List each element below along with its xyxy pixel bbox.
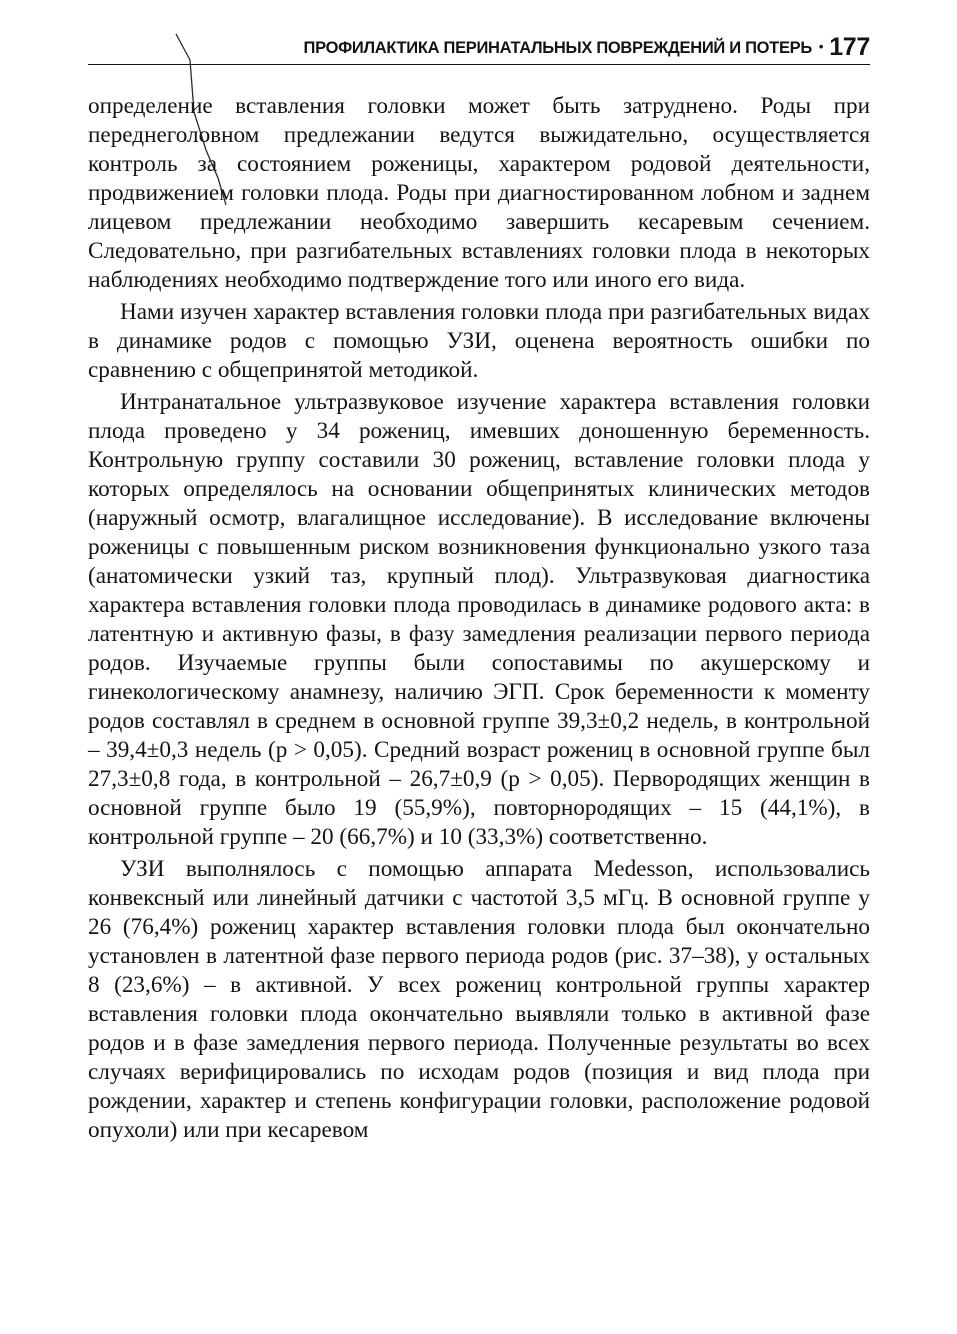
paragraph-4: УЗИ выполнялось с помощью аппарата Medesson, использовались конвексный или линейный датчики с частотой 3,5 мГц. В основной группе у 26 (76,4%) рожениц характер вставления головки плода был окончательно установлен в латентной фазе первого периода родов (рис. 37–38), у остальных 8 (23,6%) – в активной. У всех рожениц контрольной группы характер вставления головки плода окончательно выявляли только в активной фазе родов и в фазе замедления первого периода. Полученные результаты во всех случаях верифицировались по исходам родов (позиция и вид плода при рождении, характер и степень конфигурации головки, расположение родовой опухоли) или при кесаревом [88, 856, 870, 1143]
paragraph-3: Интранатальное ультразвуковое изучение характера вставления головки плода проведено у 34 рожениц, имевших доношенную беременность. Контрольную группу составили 30 рожениц, вставление головки плода у которых определялось на основании общепринятых клинических методов (наружный осмотр, влагалищное исследование). В исследование включены роженицы с повышенным риском возникновения функционально узкого таза (анатомически узкий таз, крупный плод). Ультразвуковая диагностика характера вставления головки плода проводилась в динамике родового акта: в латентную и активную фазы, в фазу замедления реализации первого периода родов. Изучаемые группы были сопоставимы по акушерскому и гинекологическому анамнезу, наличию ЭГП. Срок беременности к моменту родов составлял в среднем в основной группе 39,3±0,2 недель, в контрольной – 39,4±0,3 недель (p > 0,05). Средний возраст рожениц в основной группе был 27,3±0,8 года, в контрольной – 26,7±0,9 (p > 0,05). Первородящих женщин в основной группе было 19 (55,9%), повторнородящих – 15 (44,1%), в контрольной группе – 20 (66,7%) и 10 (33,3%) соответственно. [88, 389, 870, 850]
running-title: ПРОФИЛАКТИКА ПЕРИНАТАЛЬНЫХ ПОВРЕЖДЕНИЙ И ПОТЕРЬ [303, 39, 812, 57]
main-text [88, 92, 870, 1148]
running-header [88, 30, 870, 64]
paragraph-2: Нами изучен характер вставления головки плода при разгибательных видах в динамике родов с помощью УЗИ, оценена вероятность ошибки по сравнению с общепринятой методикой. [88, 299, 870, 383]
paragraph-1: определение вставления головки может быть затруднено. Роды при переднеголовном предлежании ведутся выжидательно, осуществляется контроль за состоянием роженицы, характером родовой деятельности, продвижением головки плода. Роды при диагностированном лобном и заднем лицевом предлежании необходимо завершить кесаревым сечением. Следовательно, при разгибательных вставлениях головки плода в некоторых наблюдениях необходимо подтверждение того или иного его вида. [88, 93, 870, 293]
page-number: 177 [829, 33, 870, 61]
header-separator: • [818, 39, 824, 54]
header-rule [88, 64, 870, 65]
